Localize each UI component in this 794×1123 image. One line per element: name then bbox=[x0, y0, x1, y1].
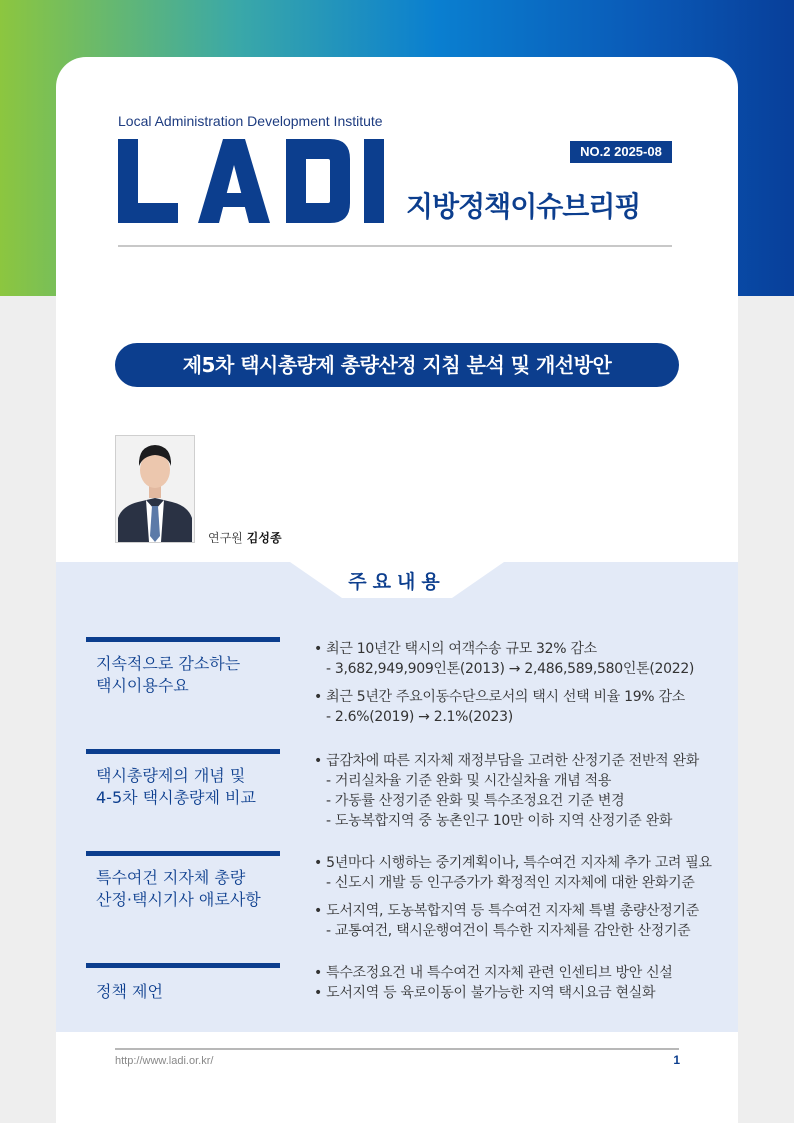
bullet-item: • 급감차에 따른 지자체 재정부담을 고려한 산정기준 전반적 완화 bbox=[314, 751, 734, 771]
row-3-content bbox=[314, 853, 734, 941]
bullet-item: • 도서지역 등 육로이동이 불가능한 지역 택시요금 현실화 bbox=[314, 983, 734, 1003]
bullet-item: • 도서지역, 도농복합지역 등 특수여건 지자체 특별 총량산정기준 bbox=[314, 901, 734, 921]
issue-badge: NO.2 2025-08 bbox=[570, 141, 672, 163]
sub-item: - 가동률 산정기준 완화 및 특수조정요건 기준 변경 bbox=[314, 791, 734, 811]
summary-label: 주요내용 bbox=[348, 571, 446, 593]
row-2-title: 택시총량제의 개념 및 4-5차 택시총량제 비교 bbox=[96, 766, 256, 807]
sub-item: - 거리실차율 기준 완화 및 시간실차율 개념 적용 bbox=[314, 771, 734, 791]
report-title: 제5차 택시총량제 총량산정 지침 분석 및 개선방안 bbox=[115, 343, 679, 387]
institute-name: Local Administration Development Institute bbox=[118, 113, 383, 129]
sub-item: - 도농복합지역 중 농촌인구 10만 이하 지역 산정기준 완화 bbox=[314, 811, 734, 831]
sub-item: - 2.6%(2019) → 2.1%(2023) bbox=[314, 707, 734, 727]
bullet-item: • 5년마다 시행하는 중기계획이나, 특수여건 지자체 추가 고려 필요 bbox=[314, 853, 734, 873]
row-3-title: 특수여건 지자체 총량 산정·택시기사 애로사항 bbox=[96, 868, 261, 909]
row-1-content bbox=[314, 639, 734, 727]
row-4-bar bbox=[86, 963, 280, 968]
row-2-bar bbox=[86, 749, 280, 754]
bullet-item: • 최근 5년간 주요이동수단으로서의 택시 선택 비율 19% 감소 bbox=[314, 687, 734, 707]
row-4-title: 정책 제언 bbox=[96, 982, 163, 1001]
author-portrait-icon bbox=[116, 436, 194, 542]
row-1-bar bbox=[86, 637, 280, 642]
series-title: 지방정책이슈브리핑 bbox=[406, 190, 641, 223]
sub-item: - 교통여건, 택시운행여건이 특수한 지자체를 감안한 산정기준 bbox=[314, 921, 734, 941]
header-divider bbox=[118, 245, 672, 247]
document-page bbox=[56, 57, 738, 1123]
row-1-title: 지속적으로 감소하는 택시이용수요 bbox=[96, 654, 241, 695]
footer-divider bbox=[115, 1048, 679, 1050]
bullet-item: • 최근 10년간 택시의 여객수송 규모 32% 감소 bbox=[314, 639, 734, 659]
row-3-bar bbox=[86, 851, 280, 856]
row-4-content bbox=[314, 963, 734, 1003]
sub-item: - 3,682,949,909인톤(2013) → 2,486,589,580인톤(2022) bbox=[314, 659, 734, 679]
page-number: 1 bbox=[673, 1053, 680, 1067]
author-name: 김성종 bbox=[246, 531, 282, 545]
author-credit bbox=[208, 529, 282, 546]
ladi-logo bbox=[118, 139, 386, 223]
author-role: 연구원 bbox=[208, 531, 243, 545]
footer-url-link[interactable]: http://www.ladi.or.kr/ bbox=[115, 1055, 214, 1067]
bullet-item: • 특수조정요건 내 특수여건 지자체 관련 인센티브 방안 신설 bbox=[314, 963, 734, 983]
row-2-content bbox=[314, 751, 734, 831]
author-photo bbox=[115, 435, 195, 543]
sub-item: - 신도시 개발 등 인구증가가 확정적인 지자체에 대한 완화기준 bbox=[314, 873, 734, 893]
